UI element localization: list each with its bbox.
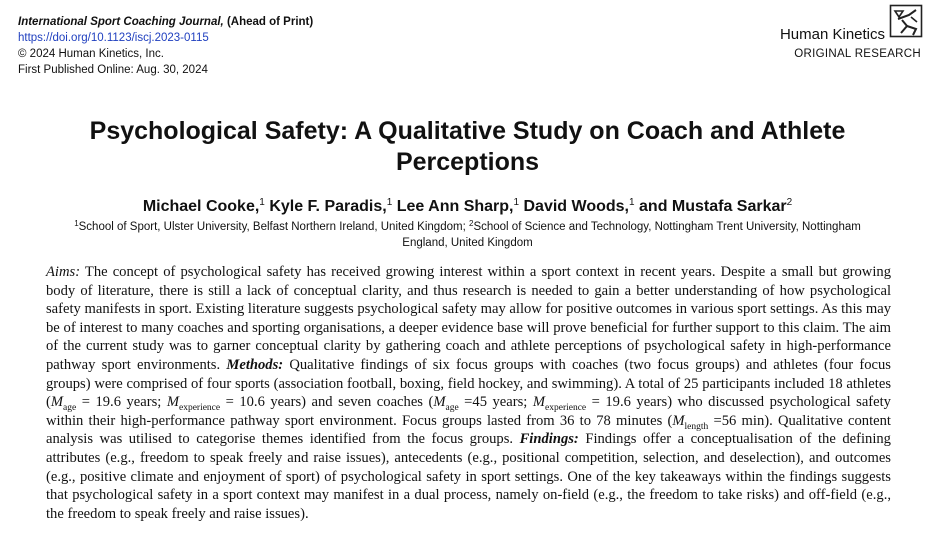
publication-status: (Ahead of Print) xyxy=(226,16,314,28)
copyright-notice: © 2024 Human Kinetics, Inc. xyxy=(18,48,164,60)
mean-symbol: M xyxy=(166,394,179,411)
subscript-experience: experience xyxy=(545,403,587,414)
findings-label: Findings: xyxy=(519,431,579,448)
abstract xyxy=(46,263,891,523)
subscript-age: age xyxy=(63,403,77,414)
journal-citation xyxy=(18,14,313,30)
publication-date: First Published Online: Aug. 30, 2024 xyxy=(18,64,208,76)
journal-header xyxy=(18,14,313,78)
subscript-experience: experience xyxy=(178,403,221,414)
mean-symbol: M xyxy=(50,394,64,411)
affiliation-number: 1 xyxy=(74,219,79,228)
affiliations xyxy=(60,220,875,251)
journal-name: International Sport Coaching Journal, xyxy=(18,16,224,28)
mean-symbol: M xyxy=(433,394,446,411)
publisher-block xyxy=(753,4,923,64)
publisher-name: Human Kinetics xyxy=(779,26,885,43)
aims-label: Aims: xyxy=(46,264,81,280)
author-name: Lee Ann Sharp, xyxy=(396,198,514,215)
author-affiliation-mark: 1 xyxy=(386,197,393,208)
methods-text: Qualitative findings of six focus groups with coaches (two focus groups) and athletes (four focus groups) were comprised of four sports (association football, boxing, field hockey, and swimming). A total of 25 participants included 18 athletes ( xyxy=(46,356,891,411)
affiliation-number: 2 xyxy=(468,219,474,228)
athlete-experience-value: = 10.6 years) and seven coaches ( xyxy=(220,394,434,411)
coach-experience-value: = 19.6 years) who discussed psychological safety within their high-performance pathway sport environment. Focus groups lasted from 36 to 78 minutes ( xyxy=(46,394,891,429)
length-value: =56 min). Qualitative content analysis was utilised to categorise themes identified from the focus groups. xyxy=(46,412,891,448)
author-name: David Woods, xyxy=(523,198,629,215)
subscript-age: age xyxy=(445,403,459,414)
article-type: ORIGINAL RESEARCH xyxy=(794,48,921,60)
mean-symbol: M xyxy=(532,394,546,411)
subscript-length: length xyxy=(684,421,709,432)
author-affiliation-mark: 1 xyxy=(629,197,635,208)
author-name: and Mustafa Sarkar xyxy=(639,198,787,215)
affiliation-1: School of Sport, Ulster University, Belfast Northern Ireland, United Kingdom; xyxy=(78,221,466,233)
mean-symbol: M xyxy=(672,412,685,429)
athlete-age-value: = 19.6 years; xyxy=(76,394,167,411)
methods-label: Methods: xyxy=(226,356,284,373)
aims-text: The concept of psychological safety has received growing interest within a sport context in recent years. Despite a small but growing body of literature, there is still a lack of conceptual clarity, and thus research is needed to gain a better understanding of how psychological safety manifests in sport. Existing literature suggests psychological safety may allow for positive outcomes in various sport settings. As this may be of interest to many coaches and sporting organisations, a deeper evidence base will prove beneficial for further support to this claim. The aim of the current study was to garner conceptual clarity by gathering coach and athlete perceptions of psychological safety in high-performance pathway sport environments. xyxy=(46,264,891,373)
author-affiliation-mark: 1 xyxy=(513,197,520,208)
findings-text: Findings offer a conceptualisation of the defining attributes (e.g., freedom to speak freely and raise issues), antecedents (e.g., positional competition, selection, and deselection), and outcomes (e.g., positive climate and enjoyment of sport) of psychological safety in sport settings. One of the key takeaways within the findings suggests that psychological safety in a sport context may manifest in a dual process, namely on-field (e.g., the freedom to take risks) and off-field (e.g., the freedom to speak freely and raise issues). xyxy=(46,431,891,522)
coach-age-value: =45 years; xyxy=(458,394,533,411)
human-kinetics-logo-icon xyxy=(889,4,923,44)
author-affiliation-mark: 2 xyxy=(786,197,793,208)
author-affiliation-mark: 1 xyxy=(259,197,265,208)
author-name: Kyle F. Paradis, xyxy=(269,198,387,215)
affiliation-2: School of Science and Technology, Nottingham Trent University, Nottingham England, United Kingdom xyxy=(402,221,861,249)
article-title: Psychological Safety: A Qualitative Study on Coach and Athlete Perceptions xyxy=(89,117,846,176)
author-list xyxy=(30,198,905,216)
doi-link[interactable]: https://doi.org/10.1123/iscj.2023-0115 xyxy=(18,32,209,44)
author-name: Michael Cooke, xyxy=(142,198,260,215)
